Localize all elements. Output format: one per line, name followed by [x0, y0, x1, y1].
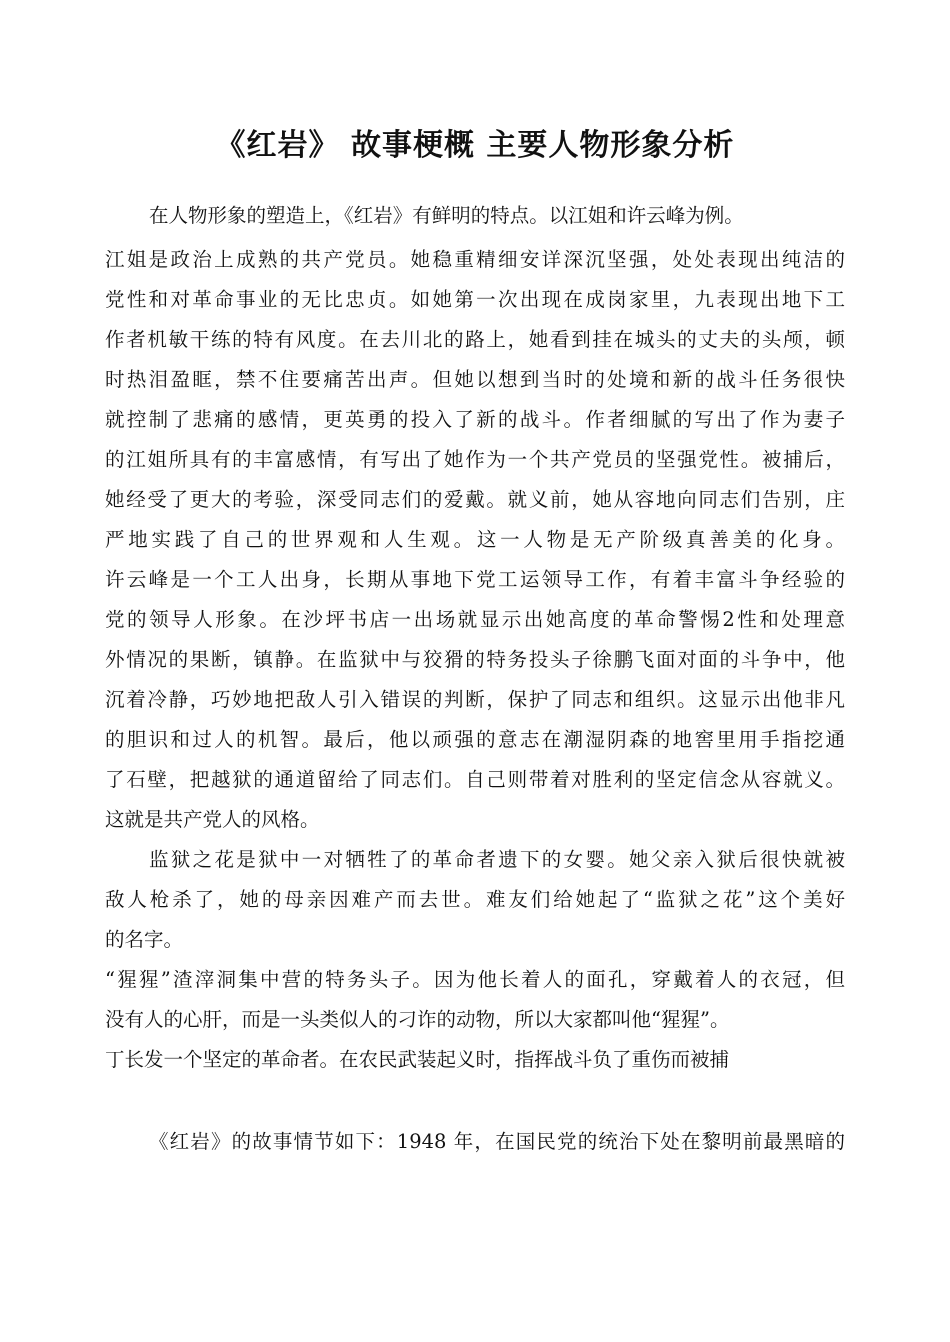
text-line: 敌人枪杀了，她的母亲因难产而去世。难友们给她起了“监狱之花”这个美好: [105, 888, 845, 911]
text-line: 她经受了更大的考验，深受同志们的爱戴。就义前，她从容地向同志们告别，庄: [105, 488, 845, 511]
text-line: 严地实践了自己的世界观和人生观。这一人物是无产阶级真善美的化身。: [105, 528, 845, 551]
text-line: 外情况的果断，镇静。在监狱中与狡猾的特务投头子徐鹏飞面对面的斗争中，他: [105, 648, 845, 671]
text-line: “猩猩”渣滓洞集中营的特务头子。因为他长着人的面孔，穿戴着人的衣冠，但: [105, 968, 845, 991]
text-line: 这就是共产党人的风格。: [105, 808, 320, 831]
text-line: 《红岩》的故事情节如下：1948 年，在国民党的统治下处在黎明前最黑暗的: [149, 1130, 845, 1153]
text-line: 时热泪盈眶，禁不住要痛苦出声。但她以想到当时的处境和新的战斗任务很快: [105, 368, 845, 391]
text-line: 许云峰是一个工人出身，长期从事地下党工运领导工作，有着丰富斗争经验的: [105, 568, 845, 591]
text-line: 的江姐所具有的丰富感情，有写出了她作为一个共产党员的坚强党性。被捕后，: [105, 448, 845, 471]
text-line: 的胆识和过人的机智。最后，他以顽强的意志在潮湿阴森的地窖里用手指挖通: [105, 728, 845, 751]
text-line: 的名字。: [105, 928, 184, 951]
text-line: 监狱之花是狱中一对牺牲了的革命者遗下的女婴。她父亲入狱后很快就被: [149, 848, 845, 871]
text-line: 在人物形象的塑造上，《红岩》有鲜明的特点。以江姐和许云峰为例。: [149, 204, 744, 227]
text-line: 沉着冷静，巧妙地把敌人引入错误的判断，保护了同志和组织。这显示出他非凡: [105, 688, 845, 711]
document-title: 《红岩》 故事梗概 主要人物形象分析: [215, 128, 735, 163]
text-line: 党性和对革命事业的无比忠贞。如她第一次出现在成岗家里，九表现出地下工: [105, 288, 845, 311]
text-line: 作者机敏干练的特有风度。在去川北的路上，她看到挂在城头的丈夫的头颅，顿: [105, 328, 845, 351]
text-line: 党的领导人形象。在沙坪书店一出场就显示出她高度的革命警惕2性和处理意: [105, 608, 845, 631]
text-line: 了石壁，把越狱的通道留给了同志们。自己则带着对胜利的坚定信念从容就义。: [105, 768, 845, 791]
text-line: 就控制了悲痛的感情，更英勇的投入了新的战斗。作者细腻的写出了作为妻子: [105, 408, 845, 431]
text-line: 没有人的心肝，而是一头类似人的刁诈的动物，所以大家都叫他“猩猩”。: [105, 1008, 730, 1031]
text-line: 江姐是政治上成熟的共产党员。她稳重精细安详深沉坚强，处处表现出纯洁的: [105, 248, 845, 271]
text-line: 丁长发一个坚定的革命者。在农民武装起义时，指挥战斗负了重伤而被捕: [105, 1048, 730, 1071]
